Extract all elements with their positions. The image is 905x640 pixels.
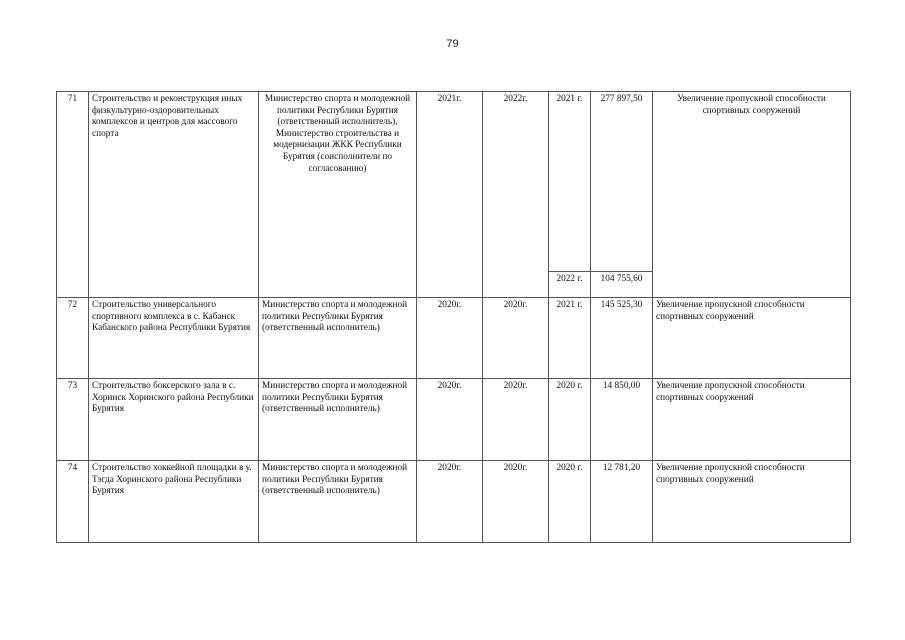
row-number: 72	[57, 298, 89, 379]
table-row	[57, 298, 851, 379]
finance-year: 2020 г.	[549, 461, 591, 543]
row-number: 74	[57, 461, 89, 543]
executor: Министерство спорта и молодежной политики Республики Бурятия (ответственный исполнитель)	[259, 461, 417, 543]
measure-name: Строительство универсального спортивного комплекса в с. Кабанск Кабанского района Республики Бурятия	[89, 298, 259, 379]
finance-amount: 12 781,20	[591, 461, 653, 543]
measure-name: Строительство хоккейной площадки в у. Тэгда Хоринского района Республики Бурятия	[89, 461, 259, 543]
start-year: 2021г.	[417, 92, 483, 298]
start-year: 2020г.	[417, 298, 483, 379]
executor: Министерство спорта и молодежной политики Республики Бурятия (ответственный исполнитель)	[259, 379, 417, 461]
end-year: 2020г.	[483, 461, 549, 543]
table-row	[57, 461, 851, 543]
finance-amount: 14 850,00	[591, 379, 653, 461]
expected-result: Увеличение пропускной способности спортивных сооружений	[653, 379, 851, 461]
finance-amount: 145 525,30	[591, 298, 653, 379]
measure-name: Строительство и реконструкция иных физкультурно-оздоровительных комплексов и центров для массового спорта	[89, 92, 259, 298]
executor: Министерство спорта и молодежной политики Республики Бурятия (ответственный исполнитель), Министерство строительства и модернизации ЖКК Республики Бурятия (соисполнители по согласованию)	[259, 92, 417, 298]
table-row	[57, 92, 851, 272]
finance-year: 2020 г.	[549, 379, 591, 461]
page-number: 79	[446, 38, 459, 50]
end-year: 2020г.	[483, 379, 549, 461]
table-row	[57, 379, 851, 461]
executor: Министерство спорта и молодежной политики Республики Бурятия (ответственный исполнитель)	[259, 298, 417, 379]
finance-amount: 277 897,50	[591, 92, 653, 272]
finance-year: 2021 г.	[549, 298, 591, 379]
finance-amount: 104 755,60	[591, 272, 653, 298]
end-year: 2022г.	[483, 92, 549, 298]
expected-result: Увеличение пропускной способности спортивных сооружений	[653, 298, 851, 379]
expected-result: Увеличение пропускной способности спортивных сооружений	[653, 461, 851, 543]
start-year: 2020г.	[417, 379, 483, 461]
start-year: 2020г.	[417, 461, 483, 543]
expected-result: Увеличение пропускной способности спортивных сооружений	[653, 92, 851, 298]
finance-year: 2022 г.	[549, 272, 591, 298]
finance-year: 2021 г.	[549, 92, 591, 272]
measures-table	[56, 91, 851, 543]
measure-name: Строительство боксерского зала в с. Хоринск Хоринского района Республики Бурятия	[89, 379, 259, 461]
row-number: 73	[57, 379, 89, 461]
end-year: 2020г.	[483, 298, 549, 379]
row-number: 71	[57, 92, 89, 298]
